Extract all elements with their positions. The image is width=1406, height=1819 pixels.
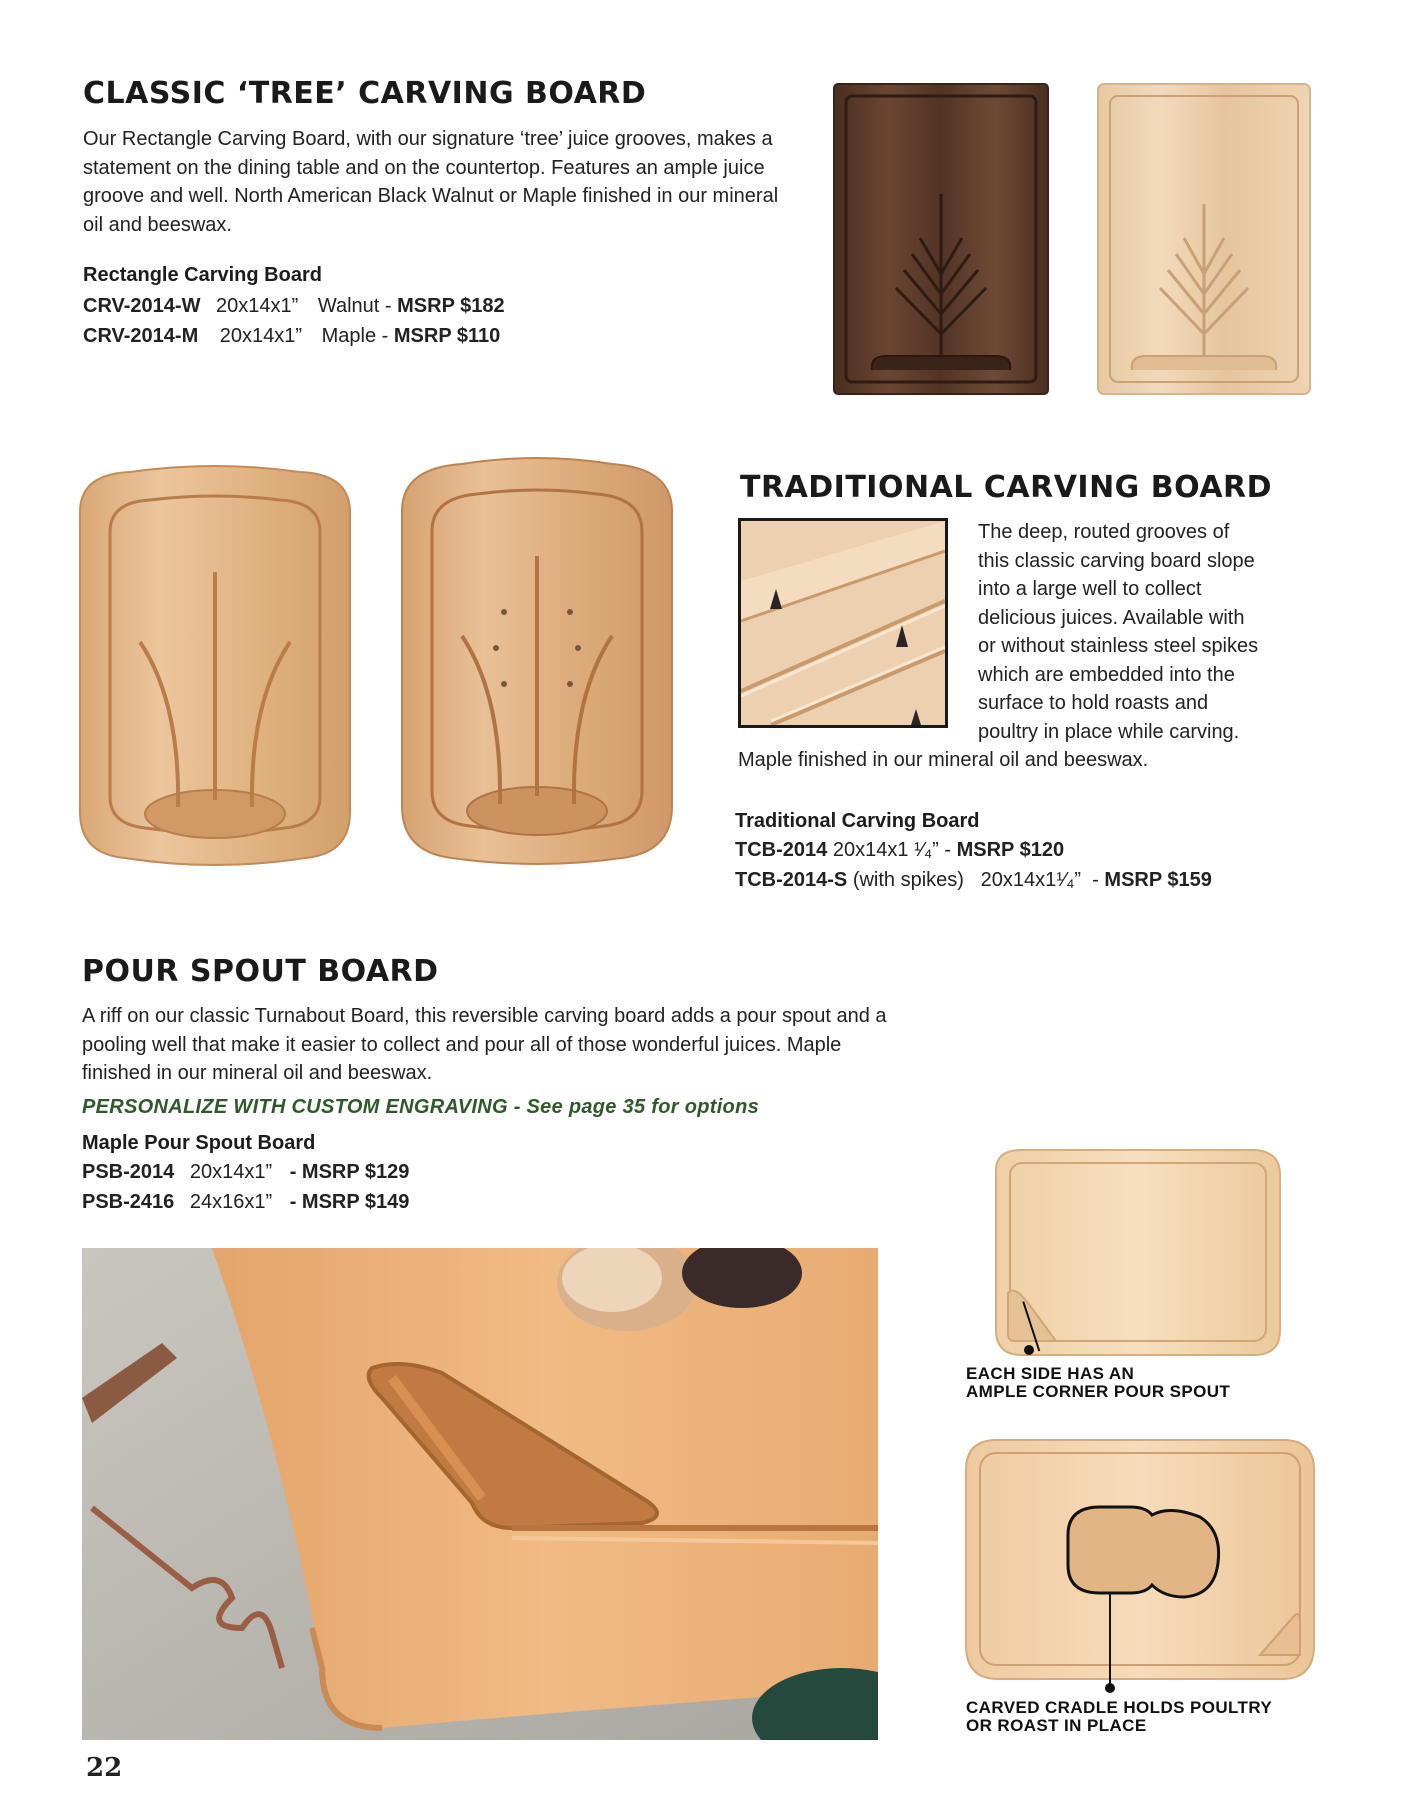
- description-line: this classic carving board slope: [978, 549, 1255, 572]
- sku: CRV-2014-W: [83, 295, 201, 317]
- price: MSRP $182: [397, 295, 505, 317]
- traditional-description-tail: Maple finished in our mineral oil and beeswax.: [738, 749, 1149, 771]
- classic-description: Our Rectangle Carving Board, with our signature ‘tree’ juice grooves, makes a statement on the dining table and on the countertop. Features an ample juice groove and well. North American Black Walnut or Maple finished in our mineral oil and beeswax.: [83, 128, 779, 236]
- price: MSRP $120: [956, 839, 1065, 861]
- walnut-tree-board-image: [806, 74, 1066, 419]
- maple-tree-board-image: [1082, 74, 1322, 419]
- description-line: surface to hold roasts and: [978, 692, 1209, 714]
- description-line: into a large well to collect: [978, 578, 1202, 600]
- size: 20x14x1”: [189, 1161, 273, 1183]
- description-line: The deep, routed grooves of: [978, 521, 1230, 543]
- traditional-title: TRADITIONAL CARVING BOARD: [740, 470, 1273, 505]
- price: - MSRP $149: [289, 1191, 410, 1213]
- pour-spout-callout: [966, 1365, 1230, 1401]
- spec-row: [83, 291, 505, 321]
- callout-dot: [1105, 1683, 1115, 1693]
- spec-row: [735, 835, 1212, 865]
- detail: Maple -: [321, 325, 394, 347]
- price: - MSRP $129: [289, 1161, 410, 1183]
- traditional-specs: [735, 810, 1212, 895]
- page-number: 22: [86, 1753, 123, 1783]
- classic-product-name: Rectangle Carving Board: [83, 264, 322, 286]
- traditional-description: [978, 518, 1338, 746]
- spec-row: [82, 1157, 409, 1187]
- traditional-board-image: [70, 462, 360, 872]
- cradle-board-image: [960, 1435, 1320, 1685]
- description-line: or without stainless steel spikes: [978, 635, 1259, 657]
- detail: Walnut -: [317, 295, 398, 317]
- callout-line: AMPLE CORNER POUR SPOUT: [966, 1382, 1231, 1401]
- callout-line: EACH SIDE HAS AN: [966, 1364, 1135, 1383]
- description-line: which are embedded into the: [978, 663, 1235, 686]
- sku: CRV-2014-M: [83, 325, 199, 347]
- callout-dot: [1024, 1345, 1034, 1355]
- callout-line: CARVED CRADLE HOLDS POULTRY: [966, 1698, 1273, 1717]
- description-line: delicious juices. Available with: [978, 606, 1245, 629]
- size: 20x14x1”: [216, 295, 299, 317]
- traditional-spike-board-image: [392, 456, 682, 871]
- pour-spout-description: A riff on our classic Turnabout Board, this reversible carving board adds a pour spout and a pooling well that make it easier to collect and pour all of those wonderful juices. Maple finished in our mineral oil and beeswax.: [82, 1005, 887, 1084]
- sku: TCB-2014-S: [735, 869, 848, 891]
- spec-row: [83, 321, 505, 351]
- price: MSRP $159: [1104, 869, 1212, 891]
- spike-closeup-image: [738, 518, 948, 728]
- spec-row: [82, 1187, 409, 1217]
- callout-leader-line: [1109, 1593, 1111, 1689]
- cradle-callout: [966, 1699, 1272, 1735]
- pour-spout-product-name: Maple Pour Spout Board: [82, 1132, 316, 1154]
- engraving-cta[interactable]: PERSONALIZE WITH CUSTOM ENGRAVING - See page 35 for options: [82, 1096, 760, 1118]
- size: 20x14x1”: [219, 325, 303, 347]
- sku: PSB-2416: [82, 1191, 175, 1213]
- classic-specs: [83, 264, 505, 351]
- traditional-product-name: Traditional Carving Board: [735, 810, 980, 832]
- description-line: poultry in place while carving.: [978, 720, 1240, 743]
- price: MSRP $110: [393, 325, 501, 347]
- pour-spout-specs: [82, 1132, 409, 1217]
- detail: (with spikes) 20x14x1¹⁄₄” -: [847, 869, 1105, 891]
- sku: TCB-2014: [735, 839, 828, 861]
- classic-title: CLASSIC ‘TREE’ CARVING BOARD: [83, 76, 647, 111]
- pour-spout-title: POUR SPOUT BOARD: [82, 954, 439, 989]
- pour-spout-lifestyle-photo: [82, 1248, 878, 1740]
- pour-spout-board-image: [984, 1145, 1294, 1365]
- size: 24x16x1”: [189, 1191, 273, 1213]
- detail: 20x14x1 ¹⁄₄” -: [827, 839, 957, 861]
- callout-line: OR ROAST IN PLACE: [966, 1716, 1147, 1735]
- spec-row: [735, 865, 1212, 895]
- sku: PSB-2014: [82, 1161, 175, 1183]
